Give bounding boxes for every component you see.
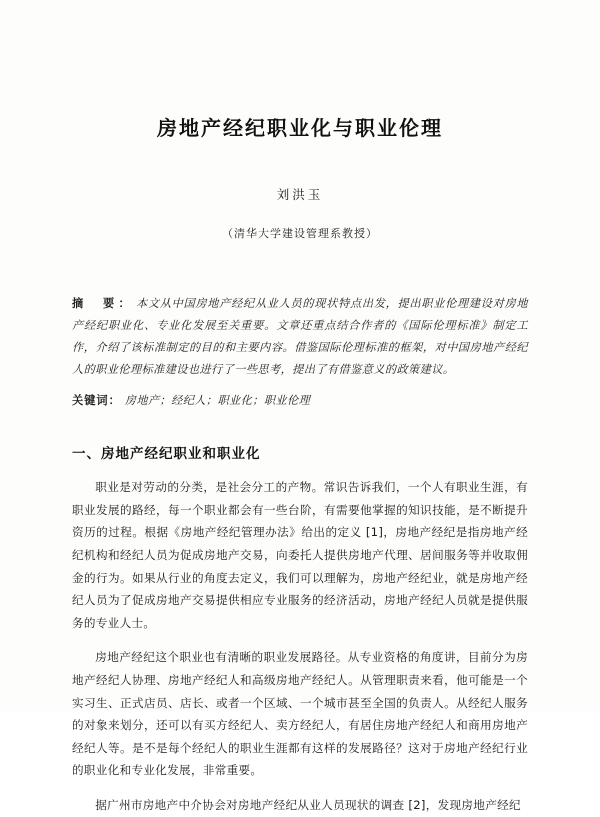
author-affiliation: （清华大学建设管理系教授）: [222, 227, 378, 240]
body-paragraph: 据广州市房地产中介协会对房地产经纪从业人员现状的调查 [2]，发现房地产经纪: [95, 797, 521, 812]
body-paragraph: 职业是对劳动的分类，是社会分工的产物。常识告诉我们，一个人有职业生涯，有职业发展的路经，每一个职业都会有一些台阶，有需要他掌握的知识技能，是不断提升资历的过程。根据《房地产经纪管理办法》给出的定义 [1]，房地产经纪是指房地产经纪机构和经纪人员为促成房地产交易，向委托人提供房地产代理、居间服务等并收取佣金的行为。如果从行业的角度去定义，我们可以理解为，房地产经纪业，就是房地产经纪人员为了促成房地产交易提供相应专业服务的经济活动，房地产经纪人员就是提供服务的专业人士。: [72, 480, 528, 630]
abstract-label: 摘 要：: [72, 297, 134, 310]
keywords-text: 房地产；经纪人；职业化；职业伦理: [124, 394, 311, 408]
abstract-text: 本文从中国房地产经纪从业人员的现状特点出发，提出职业伦理建设对房地产经纪职业化、专业化发展至关重要。文章还重点结合作者的《国际伦理标准》制定工作，介绍了该标准制定的目的和主要内容。借鉴国际伦理标准的框架，对中国房地产经纪人的职业伦理标准建设也进行了一些思考，提出了有借鉴意义的政策建议。: [72, 297, 528, 376]
author-name: 刘洪玉: [276, 187, 324, 202]
section-heading-one: 一、房地产经纪职业和职业化: [72, 446, 261, 463]
keywords-label: 关键词：: [72, 394, 121, 408]
body-paragraph: 房地产经纪这个职业也有清晰的职业发展路径。从专业资格的角度讲，目前分为房地产经纪人协理、房地产经纪人和高级房地产经纪人。从管理职责来看，他可能是一个实习生、正式店员、店长、或者一个区域、一个城市甚至全国的负责人。从经纪人服务的对象来划分，还可以有买方经纪人、卖方经纪人，有居住房地产经纪人和商用房地产经纪人等。是不是每个经纪人的职业生涯都有这样的发展路径？这对于房地产经纪行业的职业化和专业化发展，非常重要。: [72, 650, 528, 778]
keywords-block: [72, 390, 528, 412]
abstract-block: [72, 293, 528, 380]
page-title: 房地产经纪职业化与职业伦理: [157, 116, 443, 140]
